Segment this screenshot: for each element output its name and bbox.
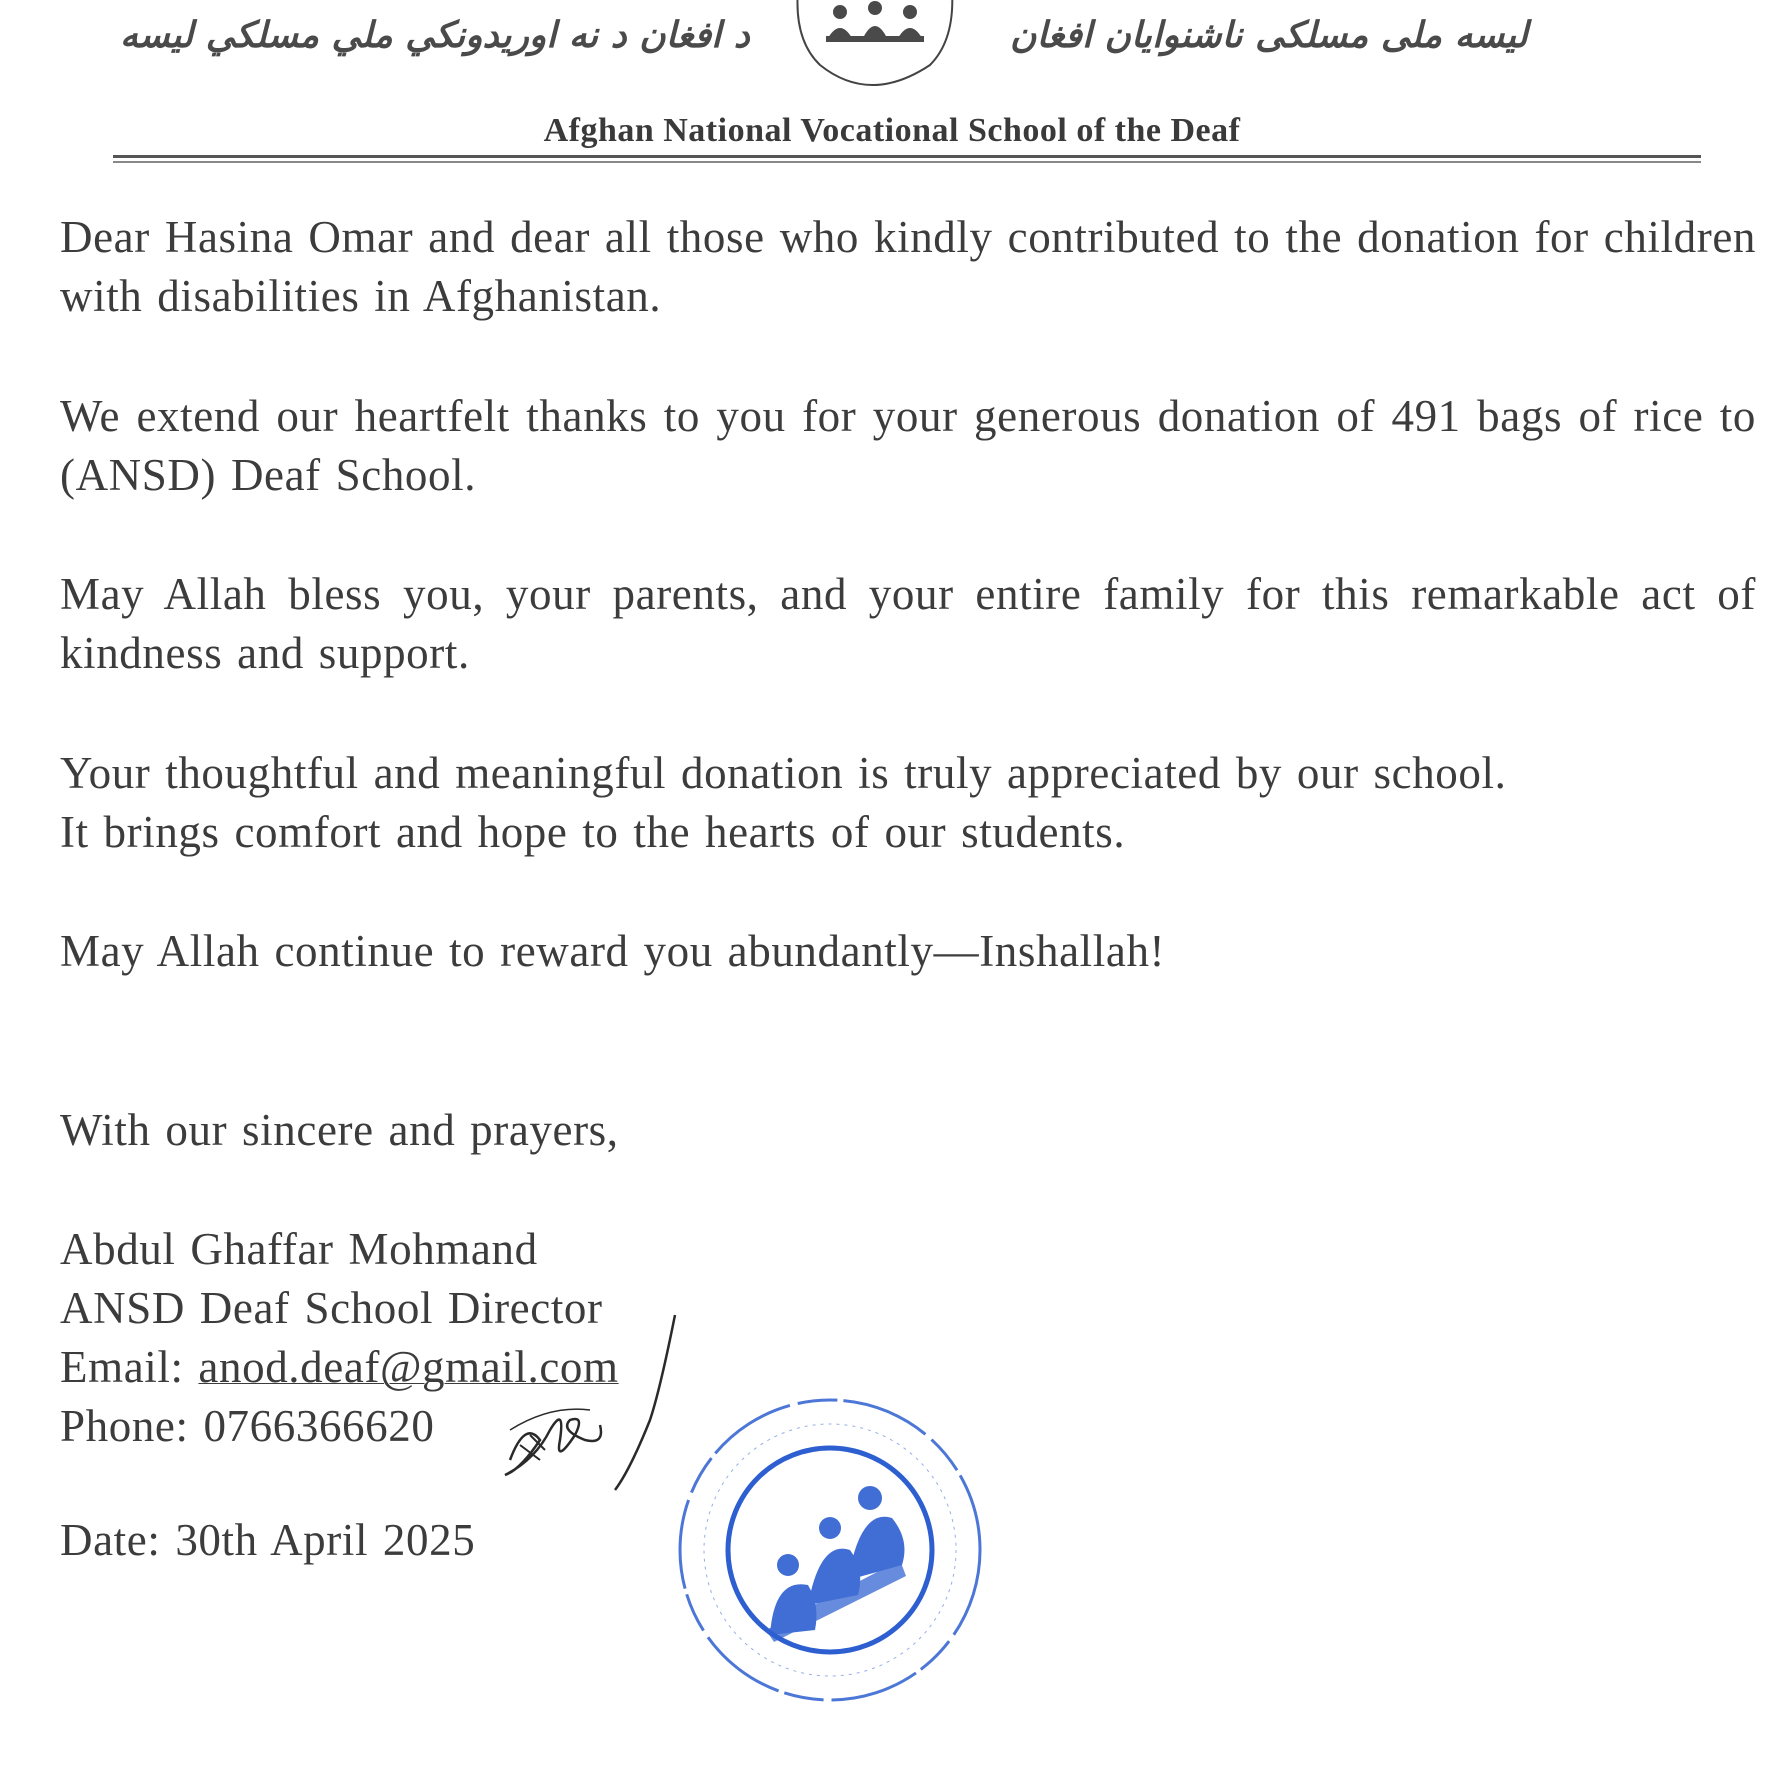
date-value: 30th April 2025	[175, 1515, 476, 1565]
date-label: Date:	[60, 1515, 176, 1565]
appreciation-paragraph	[60, 744, 1756, 862]
header-divider-thin	[113, 161, 1701, 163]
contact-email	[60, 1338, 1756, 1397]
closing-line: With our sincere and prayers,	[60, 1105, 619, 1155]
email-link[interactable]: anod.deaf@gmail.com	[198, 1342, 619, 1392]
blessing-paragraph: May Allah bless you, your parents, and your entire family for this remarkable act of kindness and support.	[60, 569, 1756, 678]
school-logo-icon	[780, 0, 970, 95]
appreciation-line-1: Your thoughtful and meaningful donation is truly appreciated by our school.	[60, 748, 1507, 798]
director-name: Abdul Ghaffar Mohmand	[60, 1224, 538, 1274]
school-name-heading: Afghan National Vocational School of the Deaf	[543, 112, 1241, 149]
school-stamp-icon	[670, 1390, 990, 1710]
email-label: Email:	[60, 1342, 199, 1392]
header-pashto-text: د افغان د نه اوریدونکي ملي مسلکي لیسه	[120, 14, 750, 56]
reward-paragraph: May Allah continue to reward you abundantly—Inshallah!	[60, 926, 1166, 976]
thanks-paragraph: We extend our heartfelt thanks to you for your generous donation of 491 bags of rice to (ANSD) Deaf School.	[60, 391, 1756, 500]
appreciation-line-2: It brings comfort and hope to the hearts of our students.	[60, 807, 1126, 857]
header-dari-text: لیسه ملی مسلکی ناشنوایان افغان	[1010, 14, 1528, 56]
phone-number: 0766366620	[203, 1401, 435, 1451]
phone-label: Phone:	[60, 1401, 204, 1451]
director-title: ANSD Deaf School Director	[60, 1283, 603, 1333]
header-divider	[113, 155, 1701, 158]
signature-icon	[490, 1310, 690, 1510]
salutation-paragraph: Dear Hasina Omar and dear all those who kindly contributed to the donation for children with disabilities in Afghanistan.	[60, 212, 1756, 321]
